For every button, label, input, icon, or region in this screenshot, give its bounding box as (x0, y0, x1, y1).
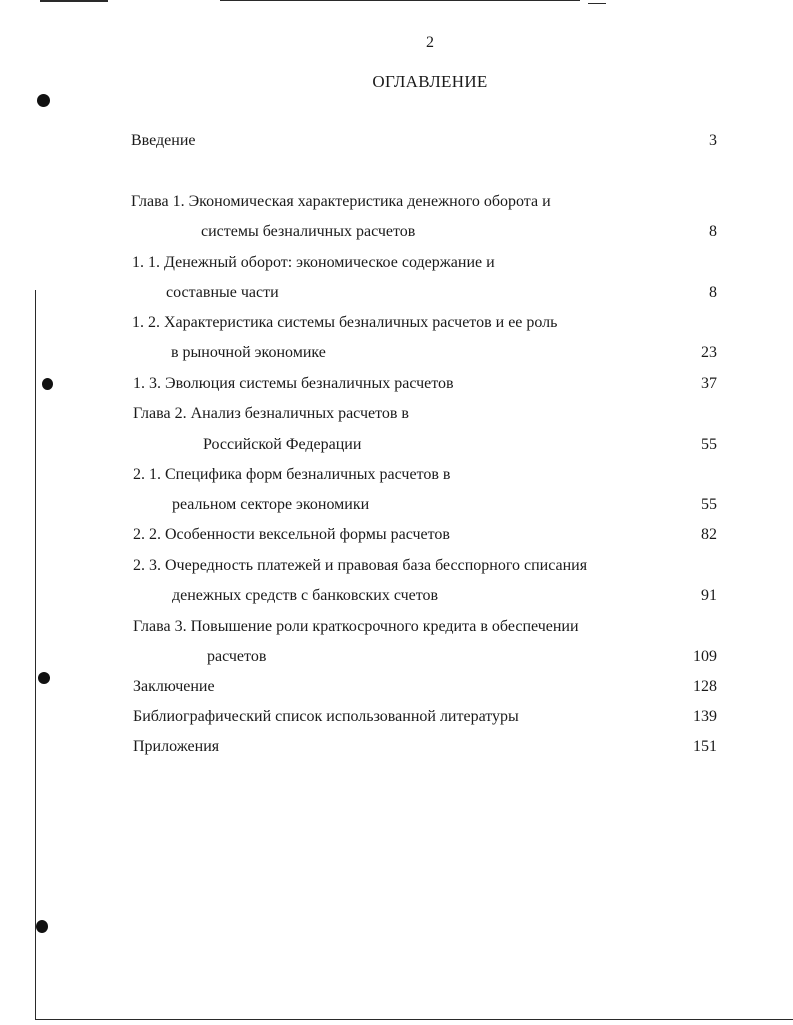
punch-hole-2 (42, 378, 53, 390)
toc-s1-2-line1: 1. 2. Характеристика системы безналичных расчетов и ее роль (132, 314, 558, 331)
toc-appendix-text: Приложения (133, 738, 220, 755)
toc-s1-1-line1: 1. 1. Денежный оборот: экономическое содержание и (132, 254, 495, 271)
scan-edge-top-3 (588, 3, 606, 4)
toc-s2-1-line1: 2. 1. Специфика форм безналичных расчетов в (133, 466, 451, 483)
punch-hole-1 (37, 94, 50, 107)
toc-s1-1-line2: составные части (166, 284, 279, 301)
toc-ch3-line2: расчетов (207, 648, 267, 665)
punch-hole-4 (36, 920, 48, 933)
toc-conclusion-page: 128 (693, 678, 717, 695)
page-title: ОГЛАВЛЕНИЕ (372, 72, 488, 91)
toc-ch1-page: 8 (709, 223, 717, 240)
toc-intro-page: 3 (709, 132, 717, 149)
toc-conclusion-text: Заключение (133, 678, 215, 695)
toc-ch2-page: 55 (701, 436, 717, 453)
toc-bibliography-page: 139 (693, 708, 717, 725)
toc-ch2-line1: Глава 2. Анализ безналичных расчетов в (133, 405, 409, 422)
toc-intro-text: Введение (131, 132, 196, 149)
toc-s1-1-page: 8 (709, 284, 717, 301)
toc-appendix-page: 151 (693, 738, 717, 755)
toc-s1-2-page: 23 (701, 344, 717, 361)
toc-s2-3-line1: 2. 3. Очередность платежей и правовая база бесспорного списания (133, 557, 588, 574)
toc-s2-2-text: 2. 2. Особенности вексельной формы расчетов (133, 526, 450, 543)
toc-ch2-line2: Российской Федерации (203, 436, 362, 453)
toc-s2-3-page: 91 (701, 587, 717, 604)
toc-ch3-line1: Глава 3. Повышение роли краткосрочного кредита в обеспечении (133, 618, 579, 635)
toc-ch1-line1: Глава 1. Экономическая характеристика денежного оборота и (131, 193, 551, 210)
toc-ch3-page: 109 (693, 648, 717, 665)
toc-s1-3-text: 1. 3. Эволюция системы безналичных расчетов (133, 375, 454, 392)
toc-s2-1-line2: реальном секторе экономики (172, 496, 370, 513)
scan-edge-bottom (35, 1019, 793, 1020)
toc-s2-2-page: 82 (701, 526, 717, 543)
toc-s2-1-page: 55 (701, 496, 717, 513)
toc-s1-3-page: 37 (701, 375, 717, 392)
scan-edge-left (35, 290, 36, 1020)
scan-edge-top-2 (220, 0, 580, 1)
toc-s2-3-line2: денежных средств с банковских счетов (172, 587, 439, 604)
punch-hole-3 (38, 672, 50, 684)
toc-ch1-line2: системы безналичных расчетов (201, 223, 416, 240)
scan-edge-top-1 (40, 0, 108, 2)
page-number: 2 (426, 34, 434, 51)
toc-s1-2-line2: в рыночной экономике (171, 344, 326, 361)
toc-bibliography-text: Библиографический список использованной литературы (133, 708, 519, 725)
